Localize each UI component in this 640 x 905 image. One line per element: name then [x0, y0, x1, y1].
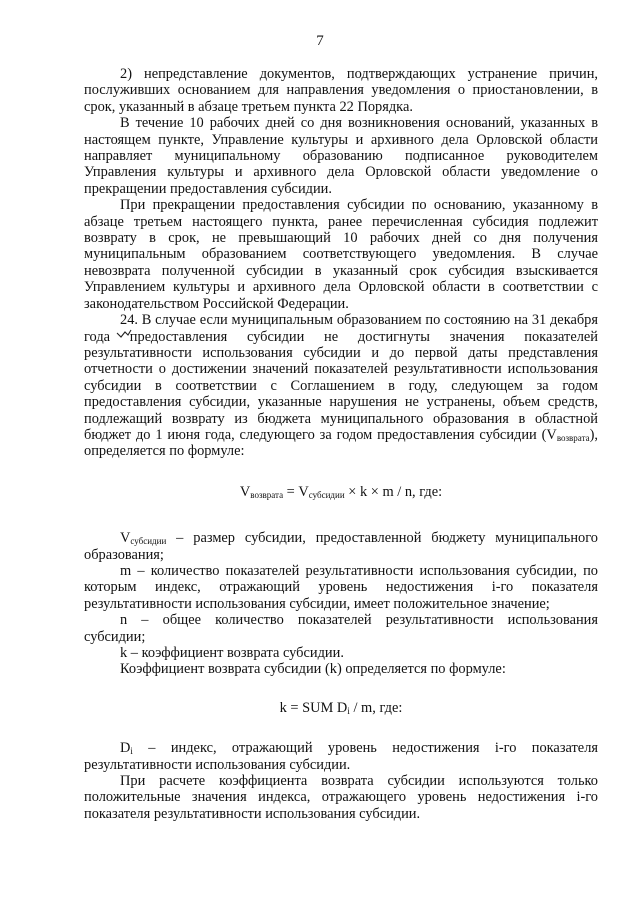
definition-k: k – коэффициент возврата субсидии.: [120, 645, 344, 661]
definition-d: $D_i$ – индекс, отражающий уровень недостижения i-го показателя результативности использования субсидии.: [84, 740, 598, 773]
page-number: 7: [316, 33, 324, 49]
last-paragraph: При расчете коэффициента возврата субсидии используются только положительные значения индекса, отражающего уровень недостижения i-го показателя результативности использования субсидии.: [84, 773, 598, 822]
definition-n: n – общее количество показателей результативности использования субсидии;: [84, 612, 598, 645]
paragraph-3: При прекращении предоставления субсидии по основанию, указанному в абзаце третьем настоящего пункта, ранее перечисленная субсидия подлежит возврату в срок, не превышающий 10 рабочих дней со дня получения муниципальным образованием соответствующего уведомления. В случае невозврата полученной субсидии в указанный срок субсидия взыскивается Управлением культуры и архивного дела Орловской области в соответствии с законодательством Российской Федерации.: [84, 197, 598, 312]
k-formula-intro: Коэффициент возврата субсидии (k) определяется по формуле:: [120, 661, 506, 678]
definition-v-subsidy: $V_{субсидии}$ – размер субсидии, предоставленной бюджету муниципального образования;: [84, 530, 598, 563]
paragraph-2: В течение 10 рабочих дней со дня возникновения оснований, указанных в настоящем пункте, Управление культуры и архивного дела Орловской области направляет муниципальному образованию подписанное руководителем Управления культуры и архивного дела Орловской области уведомление о прекращении предоставления субсидии.: [84, 115, 598, 197]
paragraph-1: 2) непредставление документов, подтверждающих устранение причин, послуживших основанием для направления уведомления о приостановлении, в срок, указанный в абзаце третьем пункта 22 Порядка.: [84, 66, 598, 115]
formula-k: k = SUM $D_i$ / m, где:: [279, 699, 403, 716]
definition-m: m – количество показателей результативности использования субсидии, по которым индекс, отражающий уровень недостижения i-го показателя результативности использования субсидии, имеет положительное значение;: [84, 562, 598, 612]
document-body: [84, 66, 598, 822]
formula-v-return: $V_{возврата} = V_{субсидии} \times k \times m / n$, где:: [239, 483, 443, 500]
paragraph-24: 24. В случае если муниципальным образованием по состоянию на 31 декабря года предоставления субсидии не достигнуты значения показателей результативности использования субсидии и до первой даты представления отчетности о достижении значений показателей результативности использования субсидии в соответствии с Соглашением в году, следующем за годом предоставления субсидии, указанные нарушения не устранены, объем средств, подлежащий возврату из бюджета муниципального образования в областной бюджет до 1 июня года, следующего за годом предоставления субсидии $(V_{возврата})$, определяется по формуле:: [84, 312, 598, 460]
